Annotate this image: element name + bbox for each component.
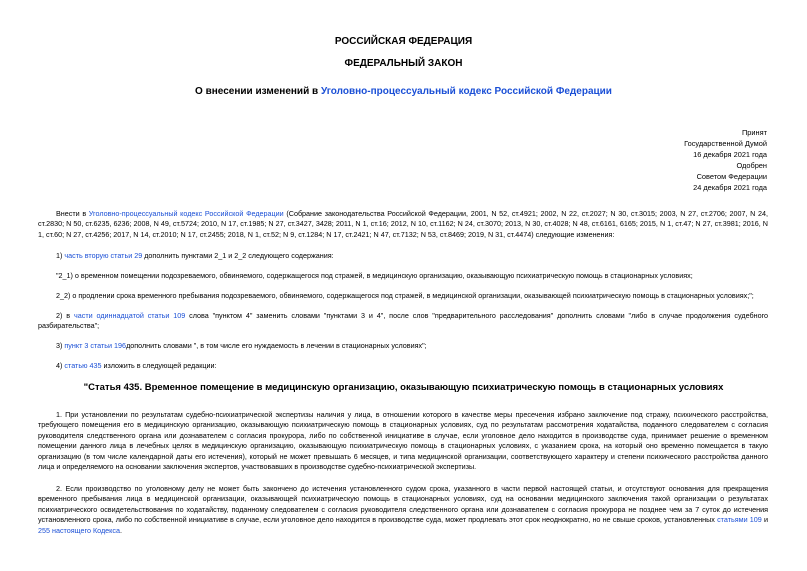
para-2-text: 2. Если производство по уголовному делу не может быть закончено до истечения установленного судом срока, указанного в части первой настоящей статьи, и отсутствуют основания для прекращения временного пребывания лица в медицинской организации, оказывающей психиатрическую помощь в стационарных условиях, суд на основании медицинского заключения такой организации о результатах психиатрического освидетельствования по ходатайству, поданному следователем с согласия руководителя следственного органа или дознавателем с согласия прокурора не позднее чем за 7 суток до истечения установленного срока, либо по собственной инициативе в случае, если уголовное дело находится в производстве суда, может продлевать этот срок неоднократно, но не свыше сроков, установленных: [38, 484, 768, 525]
item-3-link[interactable]: пункт 3 статьи 196: [64, 341, 127, 350]
para-2-link-255[interactable]: 255 настоящего Кодекса: [38, 525, 120, 535]
adoption-line: Принят: [741, 128, 767, 137]
item-4-text: изложить в следующей редакции:: [103, 361, 217, 370]
law-type-heading: ФЕДЕРАЛЬНЫЙ ЗАКОН: [344, 58, 463, 69]
item-number: 2): [56, 311, 63, 320]
para-2-and: и: [763, 515, 768, 525]
item-number: 3): [56, 341, 63, 350]
quote-2-1: "2_1) о временном помещении подозреваемого, обвиняемого, содержащегося под стражей, в медицинскую организацию, оказывающую психиатрическую помощь в стационарных условиях;: [56, 271, 693, 280]
item-2: [38, 311, 768, 332]
intro-text: (Собрание законодательства Российской Федерации, 2001, N 52, ст.4921; 2002, N 22, ст.2027; N 30, ст.3015; 2003, N 27, ст.2706; 2007, N 24, ст.2830; N 50, ст.6235, 6236; 2008, N 49, ст.5724; 2010, N 17, ст.1985; N 27, ст.3427, 3428; 2011, N 1, ст.16; 2012, N 10, ст.1162; N 24, ст.3070; 2013, N 30, ст.4028; N 48, ст.6161, 6165; 2015, N 1, ст.47; N 27, ст.3981; 2016, N 1, ст.60; N 27, ст.4256; 2017, N 14, ст.2010; N 17, ст.2455; 2018, N 1, ст.52; N 9, ст.1284; N 17, ст.2421; N 47, ст.7132; N 53, ст.8469; 2019, N 31, ст.4474) следующие изменения:: [38, 209, 768, 239]
item-4: [38, 361, 768, 371]
item-2-text: слова "пунктом 4" заменить словами "пунктами 3 и 4", после слов "предварительного расследования" дополнить словами "либо в случае продолжения судебного разбирательства";: [38, 311, 769, 331]
item-3-text: дополнить словами ", в том числе его нуждаемость в лечении в стационарных условиях";: [126, 341, 427, 350]
item-2-pre: в: [66, 311, 71, 320]
intro-prefix: Внести в: [56, 209, 87, 218]
law-title: [0, 86, 807, 97]
adoption-line: 24 декабря 2021 года: [693, 183, 767, 192]
item-1: [38, 251, 768, 261]
adoption-line: Одобрен: [736, 161, 767, 170]
law-title-link[interactable]: Уголовно-процессуальный кодекс Российской Федерации: [320, 86, 612, 97]
item-number: 1): [56, 251, 63, 260]
intro-paragraph: [38, 209, 768, 240]
para-2-end: .: [119, 525, 122, 535]
para-2-link-109[interactable]: статьями 109: [717, 515, 762, 525]
item-3: [38, 341, 768, 351]
adoption-line: Советом Федерации: [696, 172, 767, 181]
item-1-text: дополнить пунктами 2_1 и 2_2 следующего содержания:: [144, 251, 334, 260]
country-heading: РОССИЙСКАЯ ФЕДЕРАЦИЯ: [334, 36, 473, 47]
item-4-link[interactable]: статью 435: [64, 361, 102, 370]
adoption-line: Государственной Думой: [684, 139, 767, 148]
article-title: "Статья 435. Временное помещение в медицинскую организацию, оказывающую психиатрическую помощь в стационарных условиях: [83, 382, 724, 393]
adoption-line: 16 декабря 2021 года: [693, 150, 767, 159]
quote-2-2: 2_2) о продлении срока временного пребывания подозреваемого, обвиняемого, содержащегося под стражей, в медицинской организации, оказывающей психиатрическую помощь в стационарных условиях;";: [56, 291, 754, 300]
law-title-prefix: О внесении изменений в: [195, 86, 319, 97]
article-paragraph-1: 1. При установлении по результатам судебно-психиатрической экспертизы наличия у лица, в отношении которого в качестве меры пресечения избрано заключение под стражу, психического расстройства, требующего помещения его в медицинскую организацию, оказывающую психиатрическую помощь в стационарных условиях, суд по результатам рассмотрения ходатайства, поданного следователем с согласия руководителя следственного органа или дознавателем с согласия прокурора, либо по собственной инициативе в случае, если уголовное дело находится в производстве суда, принимает решение о временном помещении данного лица в лечебных целях в медицинскую организацию, оказывающую психиатрическую помощь в стационарных условиях, с указанием срока, на который оно временно помещается в такую организацию (в том числе календарной даты его истечения), который не может превышать 6 месяцев, и типа медицинской организации, соответствующего характеру и степени психического расстройства данного лица и определяемого на основании заключения экспертов, участвовавших в производстве судебно-психиатрической экспертизы.: [38, 410, 768, 472]
adoption-block: [684, 127, 767, 193]
item-1-link[interactable]: часть вторую статьи 29: [64, 251, 143, 260]
article-paragraph-2: [38, 484, 768, 536]
intro-code-link[interactable]: Уголовно-процессуальный кодекс Российской Федерации: [88, 209, 284, 218]
item-2-link[interactable]: части одиннадцатой статьи 109: [73, 311, 186, 320]
item-number: 4): [56, 361, 63, 370]
